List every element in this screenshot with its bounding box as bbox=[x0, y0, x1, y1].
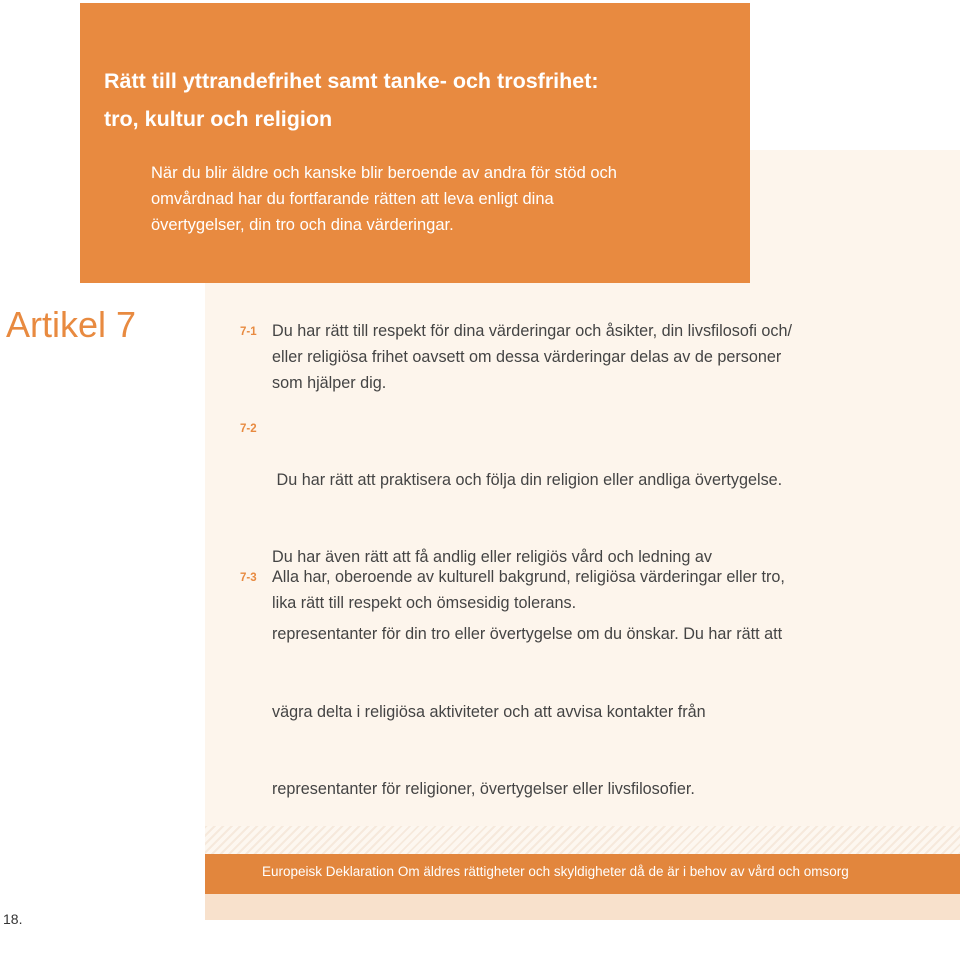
clause-line: Du har rätt att praktisera och följa din religion eller andliga övertygelse. bbox=[272, 470, 783, 489]
section-title bbox=[104, 62, 599, 138]
clause-text bbox=[272, 319, 792, 396]
clause-7-2 bbox=[240, 416, 782, 855]
intro-line-1: När du blir äldre och kanske blir beroende av andra för stöd och bbox=[151, 164, 617, 182]
article-title: Artikel 7 bbox=[6, 304, 137, 345]
intro-line-2: omvårdnad har du fortfarande rätten att leva enligt dina bbox=[151, 190, 554, 208]
footer-title: Europeisk Deklaration Om äldres rättigheter och skyldigheter då de är i behov av vård och omsorg bbox=[262, 864, 849, 879]
clause-line: som hjälper dig. bbox=[272, 373, 387, 392]
clause-number: 7-2 bbox=[240, 423, 257, 435]
clause-text bbox=[272, 565, 785, 617]
section-title-line-1: Rätt till yttrandefrihet samt tanke- och trosfrihet: bbox=[104, 69, 599, 93]
clause-line: representanter för religioner, övertygelser eller livsfilosofier. bbox=[272, 780, 695, 799]
clause-line: representanter för din tro eller övertygelse om du önskar. Du har rätt att bbox=[272, 625, 783, 644]
clause-line: Du har rätt till respekt för dina värderingar och åsikter, din livsfilosofi och/ bbox=[272, 322, 793, 340]
clause-line: lika rätt till respekt och ömsesidig tolerans. bbox=[272, 593, 577, 612]
intro-line-3: övertygelser, din tro och dina värderingar. bbox=[151, 216, 454, 234]
clause-number: 7-1 bbox=[240, 326, 257, 338]
clause-text bbox=[272, 416, 782, 855]
clause-number: 7-3 bbox=[240, 572, 257, 584]
clause-7-3 bbox=[240, 565, 785, 617]
header-box bbox=[80, 3, 750, 283]
clause-line: Alla har, oberoende av kulturell bakgrund, religiösa värderingar eller tro, bbox=[272, 568, 785, 586]
clause-7-1 bbox=[240, 319, 792, 396]
clause-line: eller religiösa frihet oavsett om dessa värderingar delas av de personer bbox=[272, 347, 782, 366]
footer-strip bbox=[205, 894, 960, 920]
page-number: 18. bbox=[3, 911, 23, 927]
section-title-line-2: tro, kultur och religion bbox=[104, 107, 333, 131]
clause-line: Du har även rätt att få andlig eller religiös vård och ledning av bbox=[272, 547, 713, 566]
clause-line: vägra delta i religiösa aktiviteter och att avvisa kontakter från bbox=[272, 702, 706, 721]
intro-paragraph bbox=[151, 160, 617, 238]
